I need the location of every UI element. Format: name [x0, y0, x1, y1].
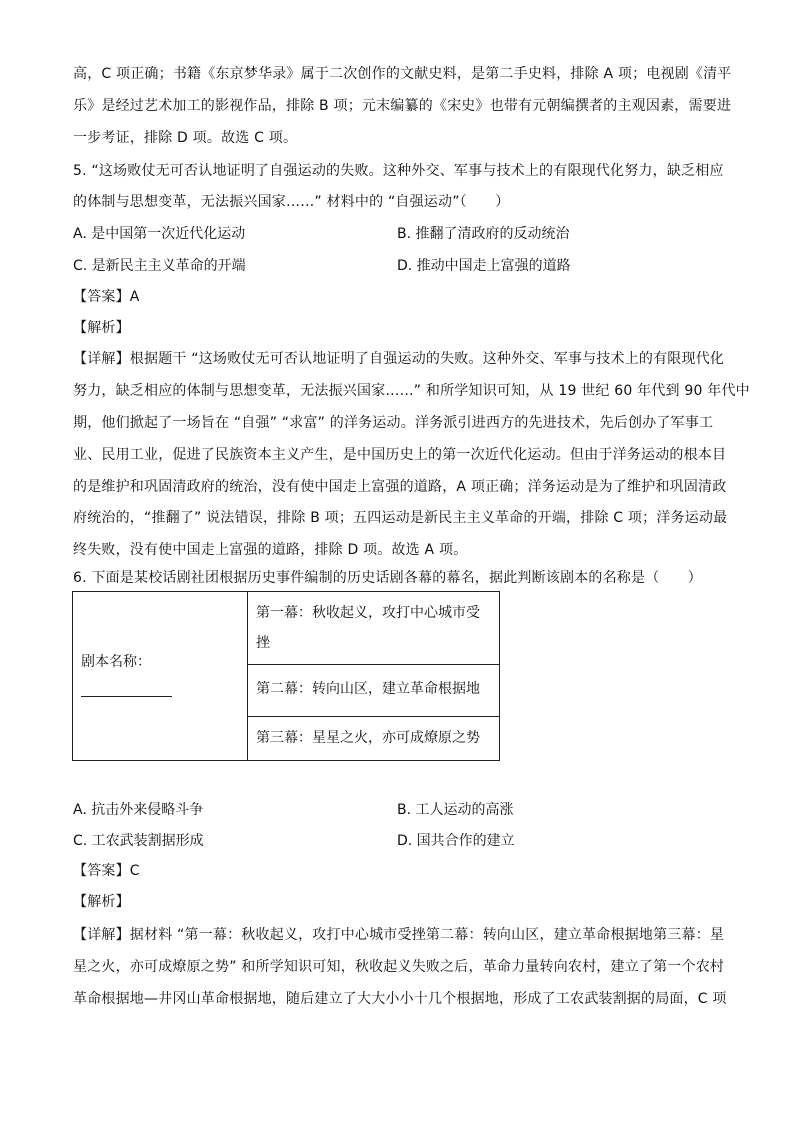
question-6-stem: 6. 下面是某校话剧社团根据历史事件编制的历史话剧各幕的幕名，据此判断该剧本的名称是（ ）	[73, 570, 703, 586]
text-line: 高，C 项正确；书籍《东京梦华录》属于二次创作的文献史料，是第二手史料，排除 A 项；电视剧《清平	[73, 66, 732, 82]
q5-detail-line: 业、民用工业，促进了民族资本主义产生，是中国历史上的第一次近代化运动。但由于洋务运动的根本目	[73, 447, 727, 463]
question-5-stem: 5. “这场败仗无可否认地证明了自强运动的失败。这种外交、军事与技术上的有限现代化努力，缺乏相应	[73, 163, 724, 179]
q6-detail-line: 星之火，亦可成燎原之势” 和所学知识可知，秋收起义失败之后，革命力量转向农村，建立了第一个农村	[73, 959, 725, 975]
row-divider	[248, 664, 499, 665]
play-title-cell	[73, 592, 248, 760]
q6-option-b: B. 工人运动的高涨	[397, 802, 514, 818]
q5-option-c: C. 是新民主主义革命的开端	[73, 258, 246, 274]
q5-option-b: B. 推翻了清政府的反动统治	[397, 226, 570, 242]
text-line: 乐》是经过艺术加工的影视作品，排除 B 项；元末编纂的《宋史》也带有元朝编撰者的主观因素，需要进	[73, 98, 732, 114]
q5-answer: 【答案】A	[73, 289, 140, 305]
q5-detail-line: 努力，缺乏相应的体制与思想变革，无法振兴国家……” 和所学知识可知，从 19 世纪 60 年代到 90 年代中	[73, 383, 750, 399]
q6-option-a: A. 抗击外来侵略斗争	[73, 802, 204, 818]
q5-detail-line: 终失败，没有使中国走上富强的道路，排除 D 项。故选 A 项。	[73, 542, 468, 558]
act-1-cell	[248, 598, 499, 658]
q5-analysis-label: 【解析】	[73, 320, 130, 336]
q5-option-a: A. 是中国第一次近代化运动	[73, 226, 246, 242]
act-3-cell: 第三幕：星星之火，亦可成燎原之势	[256, 730, 480, 746]
q5-detail-line: 的是维护和巩固清政府的统治，没有使中国走上富强的道路，A 项正确；洋务运动是为了维护和巩固清政	[73, 479, 727, 495]
act-1-text-cont: 挫	[256, 635, 270, 651]
q6-detail-line: 【详解】据材料 “第一幕：秋收起义，攻打中心城市受挫第二幕：转向山区，建立革命根据地第三幕：星	[73, 927, 725, 943]
act-1-text: 第一幕：秋收起义，攻打中心城市受	[256, 605, 480, 621]
play-title-blank	[81, 696, 172, 697]
q5-detail-line: 【详解】根据题干 “这场败仗无可否认地证明了自强运动的失败。这种外交、军事与技术上的有限现代化	[73, 351, 725, 367]
act-2-cell: 第二幕：转向山区，建立革命根据地	[256, 681, 480, 697]
q5-option-d: D. 推动中国走上富强的道路	[397, 258, 571, 274]
q6-option-c: C. 工农武装割据形成	[73, 833, 204, 849]
play-title-label: 剧本名称：	[81, 654, 151, 670]
q6-detail-line: 革命根据地—井冈山革命根据地，随后建立了大大小小十几个根据地，形成了工农武装割据的局面，C 项	[73, 991, 727, 1007]
row-divider	[248, 716, 499, 717]
text-line: 一步考证，排除 D 项。故选 C 项。	[73, 130, 298, 146]
question-5-stem: 的体制与思想变革，无法振兴国家……” 材料中的 “自强运动”（ ）	[73, 194, 510, 210]
q5-detail-line: 期，他们掀起了一场旨在 “自强” “求富” 的洋务运动。洋务派引进西方的先进技术，先后创办了军事工	[73, 415, 714, 431]
play-acts-table	[72, 591, 500, 761]
q5-detail-line: 府统治的，“推翻了” 说法错误，排除 B 项；五四运动是新民主主义革命的开端，排除 C 项；洋务运动最	[73, 510, 728, 526]
q6-analysis-label: 【解析】	[73, 894, 130, 910]
q6-option-d: D. 国共合作的建立	[397, 833, 515, 849]
q6-answer: 【答案】C	[73, 863, 140, 879]
